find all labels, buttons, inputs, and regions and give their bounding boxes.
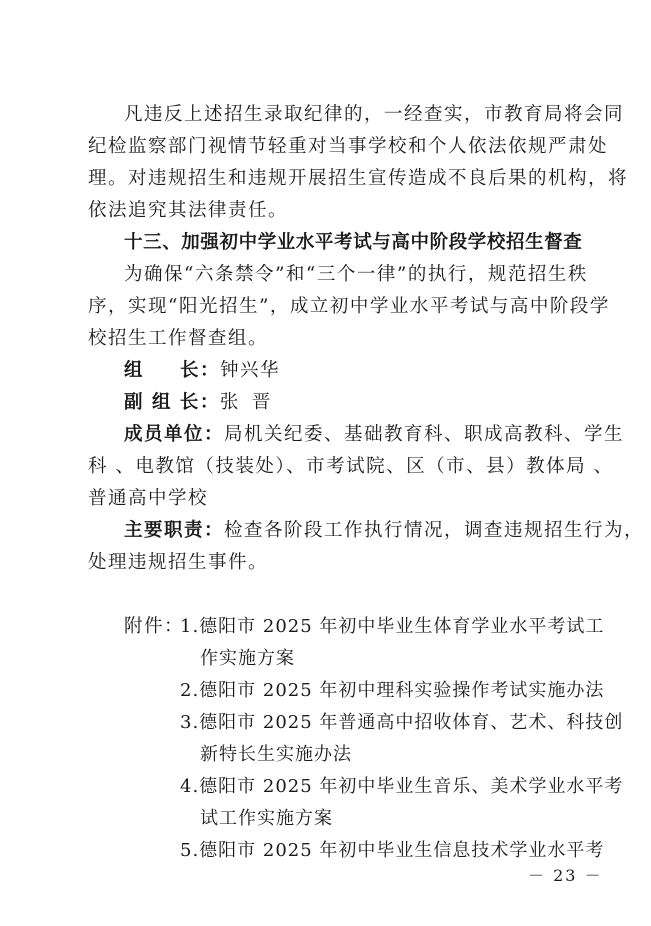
- paragraph-line: 为确保“六条禁令”和“三个一律”的执行，规范招生秩: [124, 264, 588, 285]
- attachment-item: 作实施方案: [200, 648, 295, 669]
- deputy-label: 副 组 长：: [124, 392, 220, 413]
- attachment-item: 3.德阳市 2025 年普通高中招收体育、艺术、科技创: [180, 712, 624, 733]
- members-text: 局机关纪委、基础教育科、职成高教科、学生: [224, 424, 625, 445]
- paragraph-line: 凡违反上述招生录取纪律的，一经查实，市教育局将会同: [124, 104, 625, 125]
- attachment-item: 试工作实施方案: [200, 808, 333, 829]
- deputy-name: 晋: [251, 392, 272, 413]
- members-label: 成员单位：: [124, 424, 225, 445]
- duties-text: 检查各阶段工作执行情况，调查违规招生行为，: [224, 520, 645, 541]
- attachment-item: 新特长生实施办法: [200, 744, 352, 765]
- attachments-label: 附件：: [124, 616, 185, 637]
- leader-label: 组: [124, 360, 145, 381]
- leader-label: 长：: [180, 360, 221, 381]
- leader-name: 钟兴华: [220, 360, 281, 381]
- attachment-item: 2.德阳市 2025 年初中理科实验操作考试实施办法: [180, 680, 605, 701]
- paragraph-line: 校招生工作督查组。: [88, 328, 269, 349]
- duties-label: 主要职责：: [124, 520, 225, 541]
- paragraph-line: 普通高中学校: [88, 488, 209, 509]
- paragraph-line: 纪检监察部门视情节轻重对当事学校和个人依法依规严肃处: [88, 136, 609, 157]
- attachment-item: 4.德阳市 2025 年初中毕业生音乐、美术学业水平考: [180, 776, 624, 797]
- paragraph-line: 科 、电教馆（技装处）、市考试院、区（市、县）教体局 、: [88, 456, 614, 477]
- paragraph-line: 序，实现“阳光招生”，成立初中学业水平考试与高中阶段学: [88, 296, 610, 317]
- deputy-name: 张: [219, 392, 240, 413]
- attachment-item: 5.德阳市 2025 年初中毕业生信息技术学业水平考: [180, 840, 605, 861]
- paragraph-line: 处理违规招生事件。: [88, 552, 269, 573]
- section-heading: 十三、加强初中学业水平考试与高中阶段学校招生督查: [124, 232, 583, 253]
- paragraph-line: 理。对违规招生和违规开展招生宣传造成不良后果的机构，将: [88, 168, 629, 189]
- deputy-row: [124, 392, 272, 414]
- attachment-item: 1.德阳市 2025 年初中毕业生体育学业水平考试工: [180, 616, 605, 637]
- duties-row: [124, 520, 644, 542]
- paragraph-line: 依法追究其法律责任。: [88, 200, 289, 221]
- leader-row: [124, 360, 280, 382]
- members-row: [124, 424, 624, 446]
- page-number: － 23 －: [528, 866, 603, 885]
